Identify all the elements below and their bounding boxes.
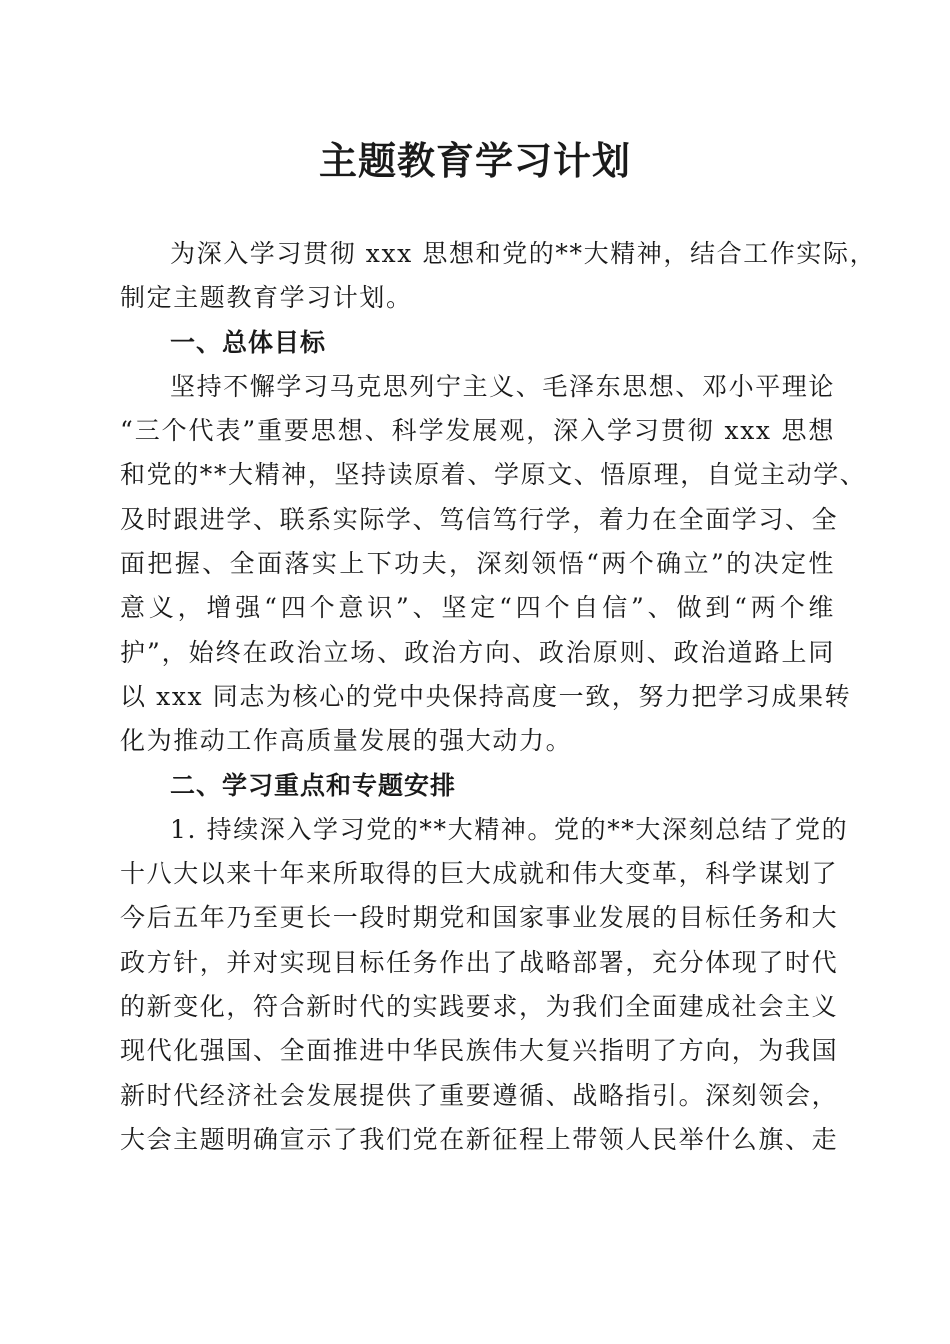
- paragraph-line: 今后五年乃至更长一段时期党和国家事业发展的目标任务和大: [120, 903, 839, 933]
- paragraph-line: 坚持不懈学习马克思列宁主义、毛泽东思想、邓小平理论: [170, 371, 836, 401]
- paragraph-line: “三个代表”重要思想、科学发展观，深入学习贯彻 xxx 思想: [120, 416, 835, 446]
- paragraph-line: 政方针，并对实现目标任务作出了战略部署，充分体现了时代: [120, 947, 839, 977]
- paragraph-line: 新时代经济社会发展提供了重要遵循、战略指引。深刻领会，: [120, 1080, 839, 1110]
- paragraph-line: 的新变化，符合新时代的实践要求，为我们全面建成社会主义: [120, 992, 839, 1022]
- paragraph-line: 及时跟进学、联系实际学、笃信笃行学，着力在全面学习、全: [120, 504, 839, 534]
- paragraph-line: 护”，始终在政治立场、政治方向、政治原则、政治道路上同: [120, 637, 835, 667]
- document-body: [120, 232, 877, 1162]
- intro-line: 为深入学习贯彻 xxx 思想和党的**大精神，结合工作实际，: [170, 239, 877, 268]
- paragraph-line: 化为推动工作高质量发展的强大动力。: [120, 726, 573, 756]
- paragraph-line: 现代化强国、全面推进中华民族伟大复兴指明了方向，为我国: [120, 1036, 839, 1066]
- intro-line: 制定主题教育学习计划。: [120, 283, 413, 313]
- paragraph-line: 意义，增强“四个意识”、坚定“四个自信”、做到“两个维: [120, 593, 835, 623]
- section-heading-2: 二、学习重点和专题安排: [170, 770, 457, 800]
- paragraph-line: 大会主题明确宣示了我们党在新征程上带领人民举什么旗、走: [120, 1124, 839, 1154]
- document-title: 主题教育学习计划: [318, 138, 631, 183]
- paragraph-line: 和党的**大精神，坚持读原着、学原文、悟原理，自觉主动学、: [120, 460, 867, 490]
- paragraph-line: 十八大以来十年来所取得的巨大成就和伟大变革，科学谋划了: [120, 859, 839, 889]
- paragraph-line: 面把握、全面落实上下功夫，深刻领悟“两个确立”的决定性: [120, 549, 835, 579]
- section-heading-1: 一、总体目标: [170, 327, 327, 357]
- paragraph-line: 以 xxx 同志为核心的党中央保持高度一致，努力把学习成果转: [120, 681, 852, 711]
- paragraph-line: 1. 持续深入学习党的**大精神。党的**大深刻总结了党的: [170, 814, 849, 844]
